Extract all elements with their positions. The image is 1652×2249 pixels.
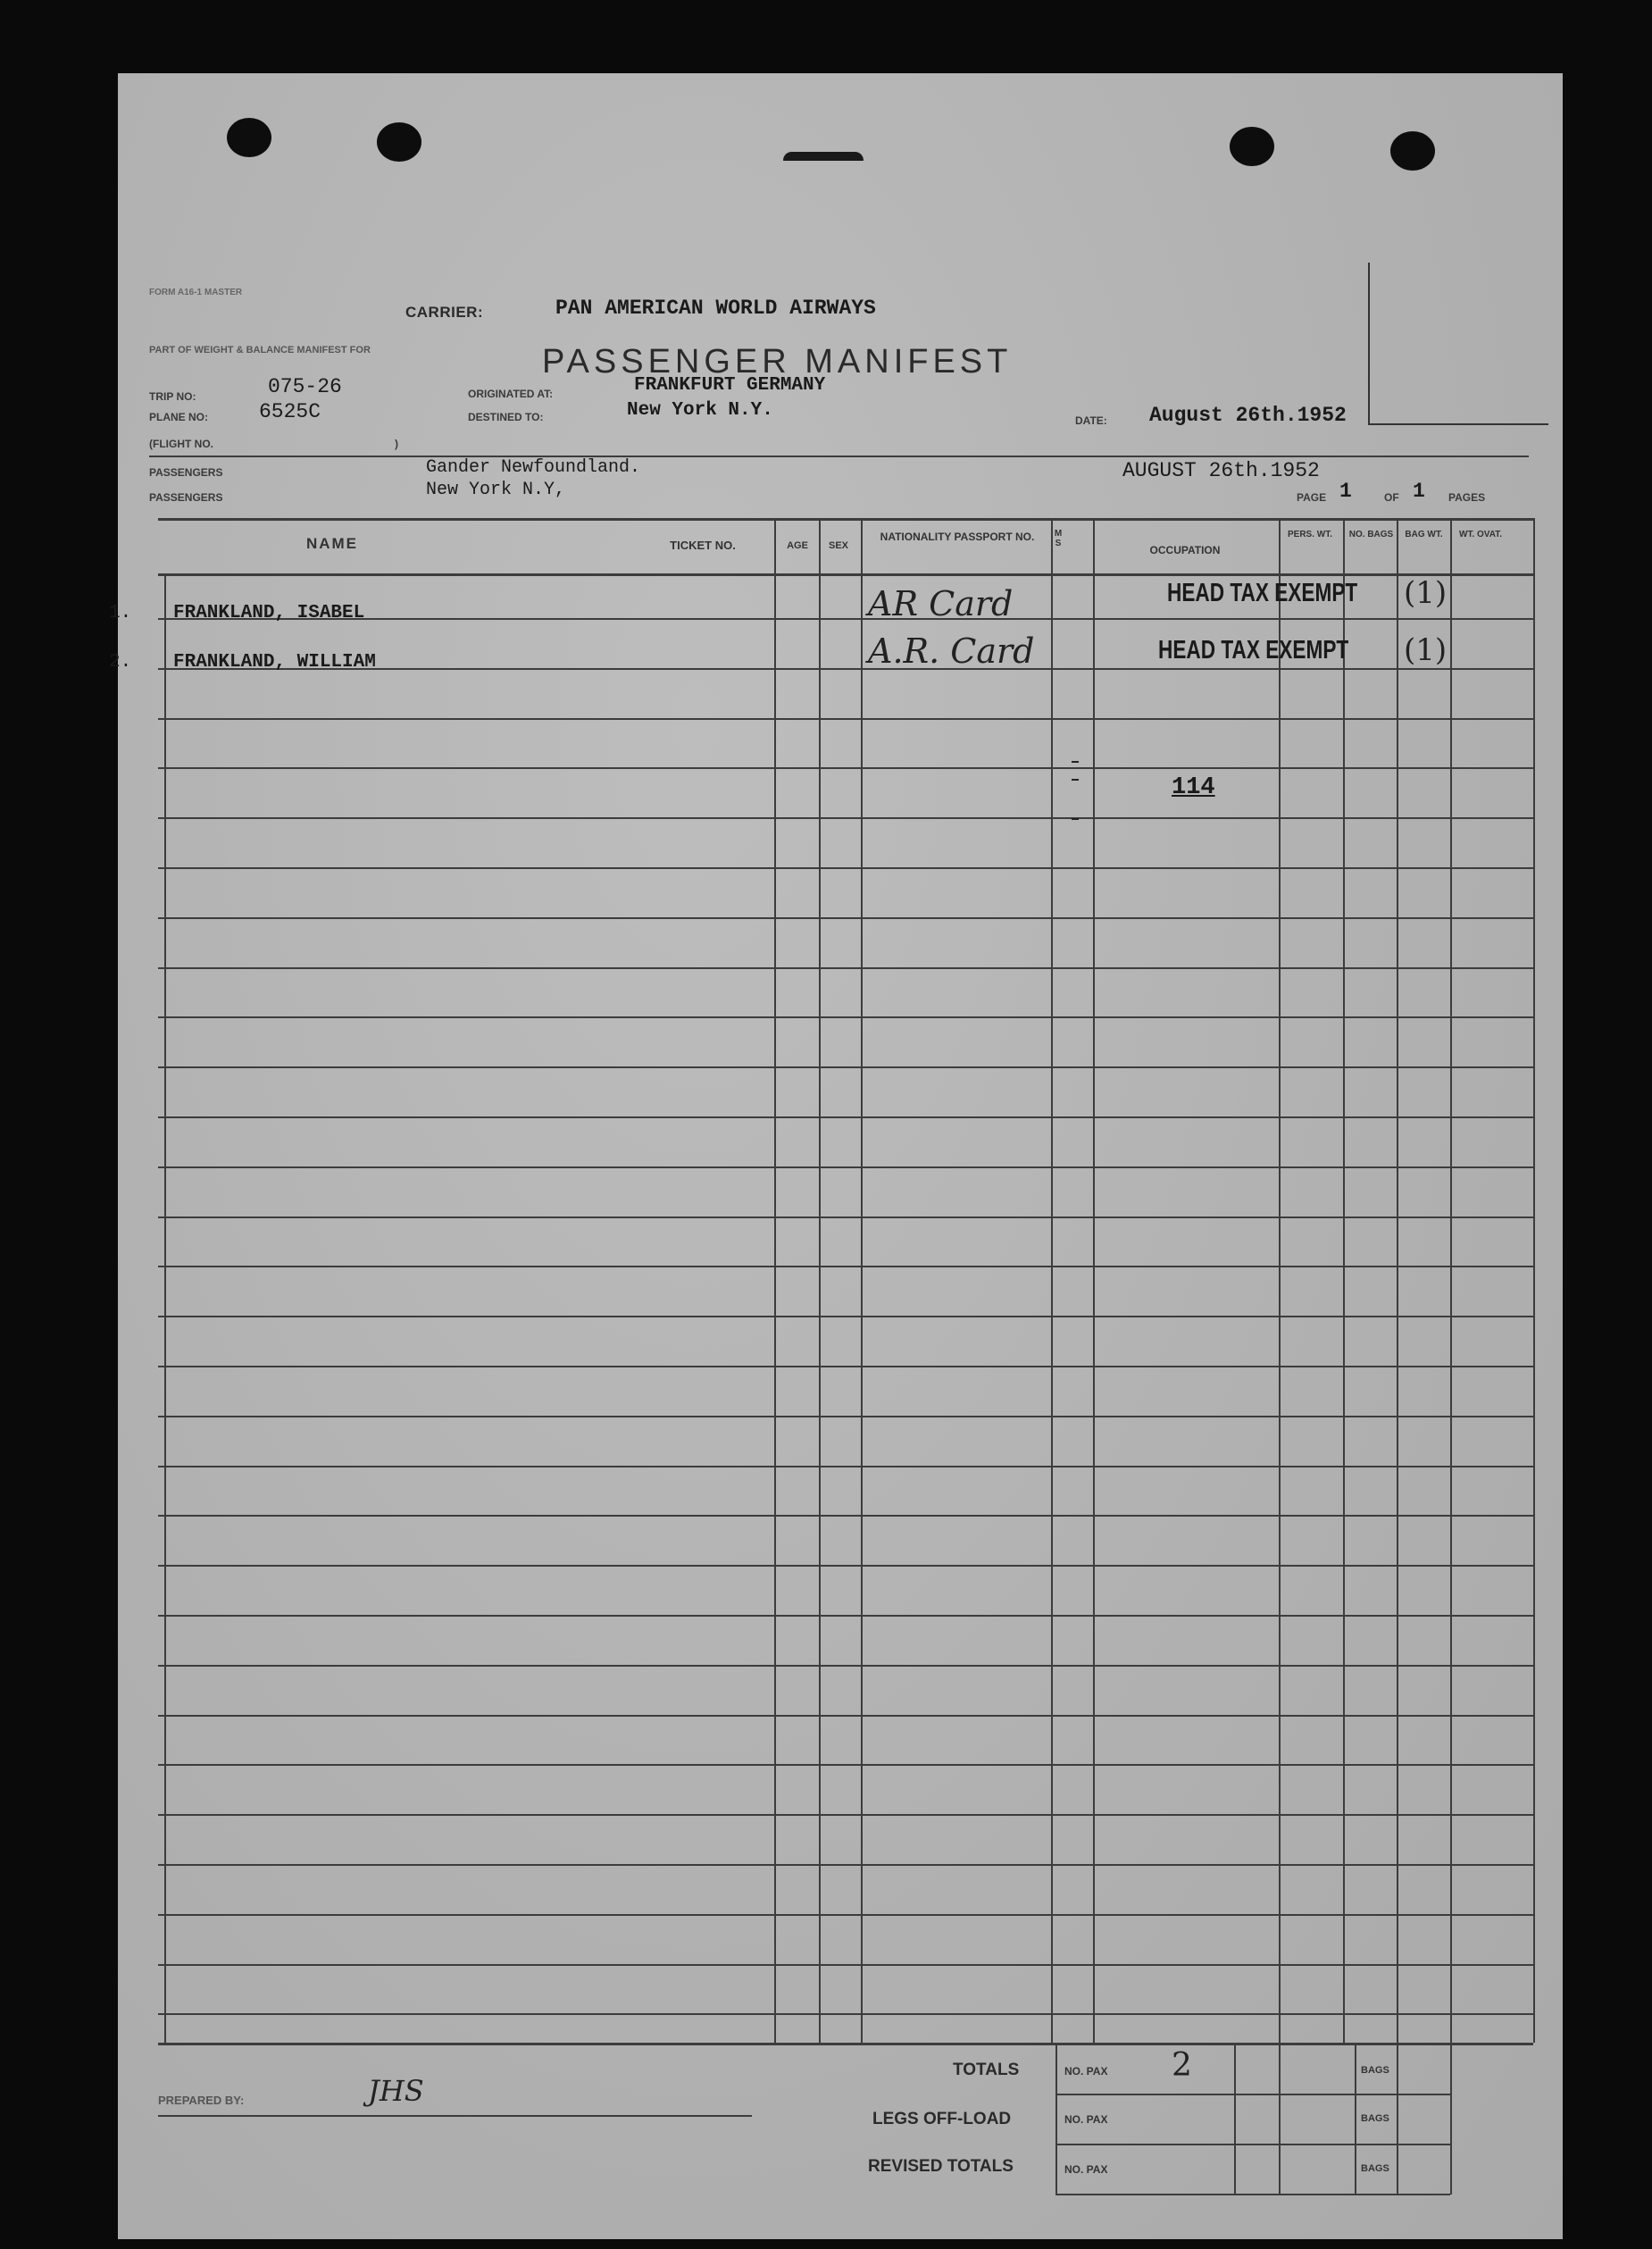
table-row-rule	[158, 1366, 1533, 1367]
revised-label: REVISED TOTALS	[868, 2157, 1014, 2176]
summary-column-rule	[1234, 2043, 1236, 2195]
revised-no-pax: NO. PAX	[1064, 2163, 1108, 2176]
table-column-rule	[1397, 518, 1398, 2043]
carrier-value: PAN AMERICAN WORLD AIRWAYS	[555, 297, 876, 320]
summary-column-rule	[1450, 2043, 1452, 2195]
col-age: AGE	[787, 540, 808, 551]
col-no-bags: NO. BAGS	[1348, 530, 1394, 539]
table-row-rule	[158, 817, 1533, 819]
passenger-2-passport: A.R. Card	[868, 631, 1035, 671]
passengers-dest-label: PASSENGERS	[149, 491, 223, 504]
table-row-rule	[158, 718, 1533, 720]
col-ticket: TICKET NO.	[670, 539, 736, 552]
passenger-2-name: FRANKLAND, WILLIAM	[173, 652, 376, 673]
trip-label: TRIP NO:	[149, 390, 196, 403]
offload-label: LEGS OFF-LOAD	[872, 2110, 1012, 2128]
totals-no-pax: NO. PAX	[1064, 2065, 1108, 2078]
date2-value: AUGUST 26th.1952	[1122, 459, 1320, 482]
table-row-rule	[158, 767, 1533, 769]
table-column-rule	[819, 518, 821, 2043]
plane-no: 6525C	[259, 400, 321, 423]
passenger-2-occupation: HEAD TAX EXEMPT	[1158, 636, 1349, 665]
weight-balance-label: PART OF WEIGHT & BALANCE MANIFEST FOR	[149, 345, 371, 355]
annotation-114: 114	[1172, 774, 1215, 801]
passenger-1-num: 1.	[109, 603, 132, 623]
destined-label: DESTINED TO:	[468, 411, 544, 423]
table-row-rule	[158, 1864, 1533, 1866]
of-label: OF	[1384, 491, 1399, 504]
pages-label: PAGES	[1448, 491, 1486, 504]
col-nationality: NATIONALITY PASSPORT NO.	[880, 531, 1035, 543]
col-name: NAME	[305, 535, 359, 552]
passenger-1-bags: (1)	[1404, 575, 1448, 611]
summary-column-rule	[1055, 2043, 1057, 2195]
col-bag-wt: BAG WT.	[1405, 530, 1443, 539]
table-column-rule	[1093, 518, 1095, 2043]
col-pers-wt: PERS. WT.	[1287, 530, 1332, 539]
date-value: August 26th.1952	[1149, 404, 1347, 427]
table-row-rule	[158, 1066, 1533, 1068]
table-column-rule	[1450, 518, 1452, 2043]
flight-label: (FLIGHT NO.	[149, 438, 213, 450]
page-no: 1	[1339, 480, 1352, 503]
destined-value: New York N.Y.	[627, 400, 773, 421]
page-title: PASSENGER MANIFEST	[542, 343, 1013, 380]
prepared-line	[158, 2115, 752, 2117]
page-total: 1	[1413, 480, 1425, 503]
trip-no: 075-26	[268, 375, 342, 398]
date-label: DATE:	[1075, 414, 1107, 427]
summary-column-rule	[1355, 2043, 1356, 2195]
table-row-rule	[158, 1914, 1533, 1916]
table-row-rule	[158, 1964, 1533, 1966]
table-row-rule	[158, 1316, 1533, 1317]
table-column-rule	[861, 518, 863, 2043]
table-row-rule	[158, 1216, 1533, 1218]
table-column-rule	[774, 518, 776, 2043]
ms-mark-3	[1072, 818, 1079, 820]
table-column-rule	[1051, 518, 1053, 2043]
col-ms: M S	[1054, 529, 1063, 548]
summary-column-rule	[1279, 2043, 1281, 2195]
table-row-rule	[158, 1266, 1533, 1267]
passenger-table	[118, 73, 1563, 2239]
table-bottom-border	[158, 2043, 1533, 2045]
table-row-rule	[158, 1814, 1533, 1816]
table-row-rule	[158, 1116, 1533, 1118]
table-column-rule	[1279, 518, 1281, 2043]
table-top-border	[158, 518, 1533, 521]
col-sex: SEX	[828, 540, 848, 551]
carrier-label: CARRIER:	[405, 304, 484, 321]
plane-label: PLANE NO:	[149, 411, 208, 423]
ms-mark-1	[1072, 761, 1079, 763]
totals-bags: BAGS	[1361, 2065, 1389, 2076]
passengers-emb-label: PASSENGERS	[149, 466, 223, 479]
table-row-rule	[158, 1515, 1533, 1517]
passenger-1-passport: AR Card	[868, 584, 1014, 623]
manifest-sheet	[109, 73, 1563, 2239]
table-row-rule	[158, 1715, 1533, 1717]
table-row-rule	[158, 1166, 1533, 1168]
page-label: PAGE	[1297, 491, 1327, 504]
flight-close: )	[395, 438, 398, 450]
table-column-rule	[1343, 518, 1345, 2043]
originated-label: ORIGINATED AT:	[468, 388, 554, 400]
table-row-rule	[158, 2013, 1533, 2015]
passenger-1-name: FRANKLAND, ISABEL	[173, 603, 365, 623]
summary-bottom-rule	[1055, 2194, 1450, 2195]
passengers-dest-value: New York N.Y,	[426, 480, 566, 500]
table-row-rule	[158, 1764, 1533, 1766]
table-column-rule	[164, 573, 166, 2043]
table-row-rule	[158, 1466, 1533, 1467]
table-row-rule	[158, 867, 1533, 869]
table-row-rule	[158, 917, 1533, 919]
offload-no-pax: NO. PAX	[1064, 2113, 1108, 2126]
col-occupation: OCCUPATION	[1149, 544, 1221, 556]
summary-row-rule	[1055, 2144, 1450, 2145]
passenger-1-occupation: HEAD TAX EXEMPT	[1167, 579, 1358, 607]
table-row-rule	[158, 967, 1533, 969]
offload-bags: BAGS	[1361, 2113, 1389, 2124]
col-wt-ovat: WT. OVAT.	[1459, 530, 1502, 539]
table-header-rule	[158, 573, 1533, 576]
table-row-rule	[158, 1615, 1533, 1617]
table-row-rule	[158, 1416, 1533, 1417]
summary-row-rule	[1055, 2094, 1450, 2095]
passenger-2-num: 2.	[109, 652, 132, 673]
revised-bags: BAGS	[1361, 2163, 1389, 2174]
prepared-label: PREPARED BY:	[158, 2094, 245, 2107]
passenger-2-bags: (1)	[1404, 632, 1448, 668]
totals-pax-value: 2	[1172, 2047, 1192, 2084]
totals-label: TOTALS	[953, 2061, 1020, 2079]
table-row-rule	[158, 1565, 1533, 1567]
table-row-rule	[158, 1016, 1533, 1018]
table-column-rule	[1533, 518, 1535, 2043]
form-number: FORM A16-1 MASTER	[149, 288, 243, 297]
table-row-rule	[158, 1665, 1533, 1667]
summary-column-rule	[1397, 2043, 1398, 2195]
prepared-signature: JHS	[368, 2074, 424, 2108]
originated-value: FRANKFURT GERMANY	[634, 375, 826, 396]
passengers-emb-value: Gander Newfoundland.	[426, 457, 641, 478]
ms-mark-2	[1072, 779, 1079, 781]
